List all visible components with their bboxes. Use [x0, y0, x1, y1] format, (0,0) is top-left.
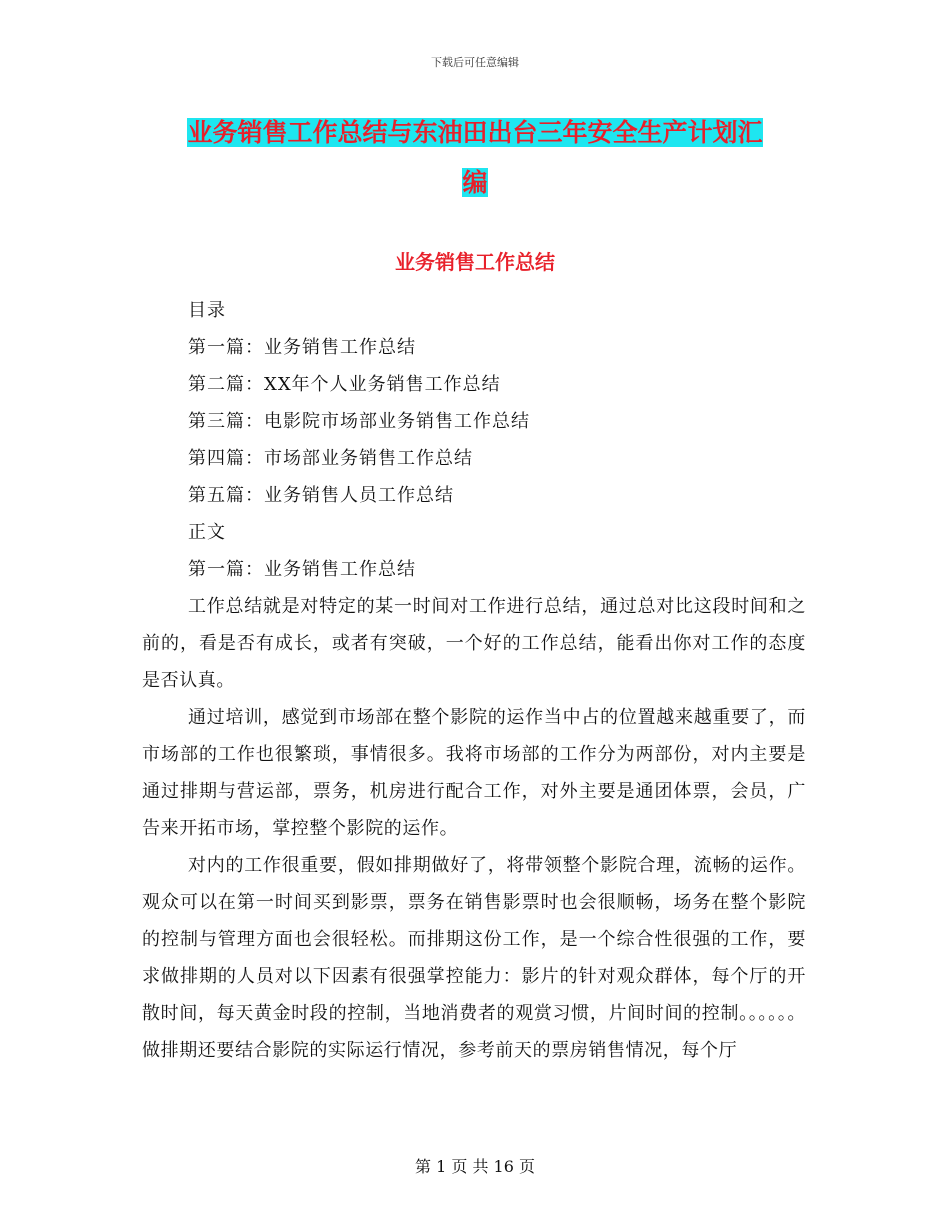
document-title-line-1: 业务销售工作总结与东油田出台三年安全生产计划汇 [187, 118, 763, 147]
toc-item: 正文 [188, 522, 226, 543]
toc-item: 第二篇：XX年个人业务销售工作总结 [188, 374, 501, 395]
header-note: 下载后可任意编辑 [431, 56, 519, 69]
toc-item: 第一篇：业务销售工作总结 [188, 337, 416, 358]
paragraph: 对内的工作很重要，假如排期做好了，将带领整个影院合理，流畅的运作。观众可以在第一时间买到影票，票务在销售影票时也会很顺畅，场务在整个影院的控制与管理方面也会很轻松。而排期这份工作，是一个综合性很强的工作，要求做排期的人员对以下因素有很强掌控能力：影片的针对观众群体，每个厅的开散时间，每天黄金时段的控制，当地消费者的观赏习惯，片间时间的控制。。。。。。做排期还要结合影院的实际运行情况，参考前天的票房销售情况，每个厅 [142, 855, 806, 1061]
toc-item: 目录 [188, 300, 226, 321]
toc-item: 第三篇：电影院市场部业务销售工作总结 [188, 411, 530, 432]
section-title: 业务销售工作总结 [395, 250, 555, 274]
toc-item: 第四篇：市场部业务销售工作总结 [188, 448, 473, 469]
body-text [142, 588, 806, 1069]
table-of-contents [188, 292, 828, 588]
paragraph: 工作总结就是对特定的某一时间对工作进行总结，通过总对比这段时间和之前的，看是否有成长，或者有突破，一个好的工作总结，能看出你对工作的态度是否认真。 [142, 596, 806, 691]
paragraph: 通过培训，感觉到市场部在整个影院的运作当中占的位置越来越重要了，而市场部的工作也很繁琐，事情很多。我将市场部的工作分为两部份，对内主要是通过排期与营运部，票务，机房进行配合工作，对外主要是通团体票，会员，广告来开拓市场，掌控整个影院的运作。 [142, 707, 806, 839]
toc-item: 第一篇：业务销售工作总结 [188, 559, 416, 580]
document-title [140, 108, 810, 208]
document-title-line-2: 编 [462, 168, 488, 197]
toc-item: 第五篇：业务销售人员工作总结 [188, 485, 454, 506]
page-footer: 第 1 页 共 16 页 [415, 1157, 535, 1176]
